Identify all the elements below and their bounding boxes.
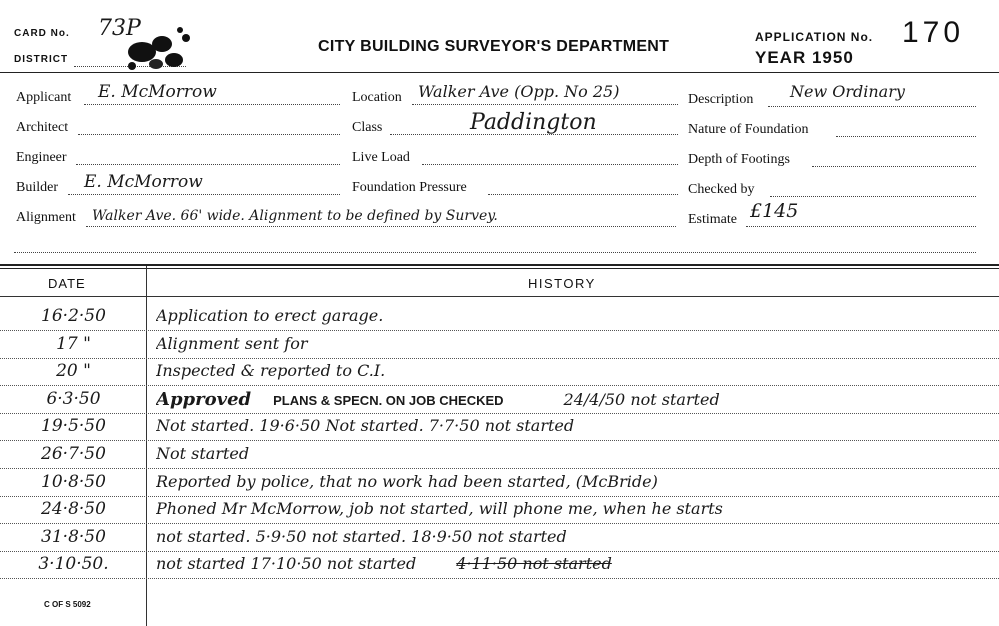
card-no-value: 73P <box>98 16 141 41</box>
description-line <box>768 106 976 107</box>
depth-footings-line <box>812 166 976 167</box>
nature-foundation-line <box>836 136 976 137</box>
applicant-value: E. McMorrow <box>98 82 217 102</box>
row-history <box>156 499 986 518</box>
class-label: Class <box>352 120 383 135</box>
row-history-text: not started. 5·9·50 not started. 18·9·50 not started <box>156 526 567 546</box>
architect-line <box>78 134 340 135</box>
live-load-line <box>422 164 678 165</box>
row-rule <box>0 330 999 331</box>
row-date: 10·8·50 <box>41 471 106 492</box>
depth-footings-label: Depth of Footings <box>688 152 790 167</box>
table-top-rule <box>0 264 999 266</box>
row-history <box>156 554 986 573</box>
row-rule <box>0 551 999 552</box>
class-value: Paddington <box>470 110 597 135</box>
row-rule <box>0 468 999 469</box>
year-label: YEAR 1950 <box>755 48 854 67</box>
application-number: 170 <box>902 16 965 49</box>
builder-label: Builder <box>16 180 58 195</box>
row-history-text: not started 17·10·50 not started <box>156 554 417 574</box>
row-date: 19·5·50 <box>41 416 106 437</box>
row-history-text: Inspected & reported to C.I. <box>156 361 386 381</box>
form-code: C OF S 5092 <box>44 600 91 609</box>
applicant-label: Applicant <box>16 90 72 105</box>
row-date: 24·8·50 <box>41 499 106 520</box>
history-header: HISTORY <box>528 276 596 291</box>
row-rule <box>0 496 999 497</box>
row-history <box>156 334 986 353</box>
foundation-pressure-line <box>488 194 678 195</box>
alignment-value: Walker Ave. 66' wide. Alignment to be defined by Survey. <box>92 208 498 224</box>
row-history-text: Phoned Mr McMorrow, job not started, will phone me, when he starts <box>156 499 723 519</box>
row-rule <box>0 440 999 441</box>
estimate-line <box>746 226 976 227</box>
estimate-value: £145 <box>750 200 799 222</box>
estimate-label: Estimate <box>688 212 737 227</box>
row-history-text: Reported by police, that no work had been started, (McBride) <box>156 471 658 491</box>
row-history <box>156 416 986 435</box>
row-rule <box>0 523 999 524</box>
row-history-text: Not started. 19·6·50 Not started. 7·7·50 not started <box>156 416 575 436</box>
row-date: 17 " <box>56 333 91 354</box>
location-value: Walker Ave (Opp. No 25) <box>418 82 620 101</box>
row-rule <box>0 358 999 359</box>
row-date: 20 " <box>56 361 91 382</box>
row-history-text: Not started <box>156 444 250 463</box>
checked-by-line <box>770 196 976 197</box>
row-history-text: Approved <box>156 388 252 410</box>
location-line <box>412 104 678 105</box>
application-label: APPLICATION No. <box>755 30 874 44</box>
card-no-label: CARD No. <box>14 28 70 39</box>
description-label: Description <box>688 92 754 107</box>
ink-blot <box>112 22 194 74</box>
row-history <box>156 472 986 491</box>
row-date: 6·3·50 <box>46 388 101 409</box>
builder-line <box>68 194 340 195</box>
row-history <box>156 306 986 325</box>
row-history-text: Alignment sent for <box>156 333 308 353</box>
header-rule <box>0 72 999 73</box>
applicant-line <box>84 104 340 105</box>
row-history <box>156 389 986 410</box>
engineer-label: Engineer <box>16 150 67 165</box>
row-history-struck: 4·11·50 not started <box>456 554 612 574</box>
alignment-label: Alignment <box>16 210 76 225</box>
row-date: 3·10·50. <box>38 554 109 575</box>
row-history <box>156 361 986 380</box>
live-load-label: Live Load <box>352 150 410 165</box>
foundation-pressure-label: Foundation Pressure <box>352 180 467 195</box>
blank-line <box>14 252 976 253</box>
description-value: New Ordinary <box>790 82 905 101</box>
department-title: CITY BUILDING SURVEYOR'S DEPARTMENT <box>318 38 670 55</box>
row-rule <box>0 578 999 579</box>
row-date: 31·8·50 <box>41 526 106 547</box>
row-rule <box>0 385 999 386</box>
nature-foundation-label: Nature of Foundation <box>688 122 809 137</box>
district-label: DISTRICT <box>14 54 69 65</box>
column-divider <box>146 266 147 626</box>
row-history-extra: 24/4/50 not started <box>563 389 720 409</box>
row-rule <box>0 413 999 414</box>
row-history-text: Application to erect garage. <box>156 306 384 325</box>
engineer-line <box>76 164 340 165</box>
header-bottom-rule <box>0 296 999 297</box>
row-history <box>156 527 986 546</box>
checked-by-label: Checked by <box>688 182 755 197</box>
row-history <box>156 444 986 463</box>
row-date: 26·7·50 <box>41 444 106 464</box>
location-label: Location <box>352 90 402 105</box>
date-header: DATE <box>48 276 86 291</box>
architect-label: Architect <box>16 120 69 135</box>
table-top-rule-2 <box>0 268 999 269</box>
builder-value: E. McMorrow <box>84 172 203 192</box>
row-printed-stamp: PLANS & SPECN. ON JOB CHECKED <box>273 392 504 408</box>
alignment-line <box>86 226 676 227</box>
row-date: 16·2·50 <box>41 306 106 326</box>
